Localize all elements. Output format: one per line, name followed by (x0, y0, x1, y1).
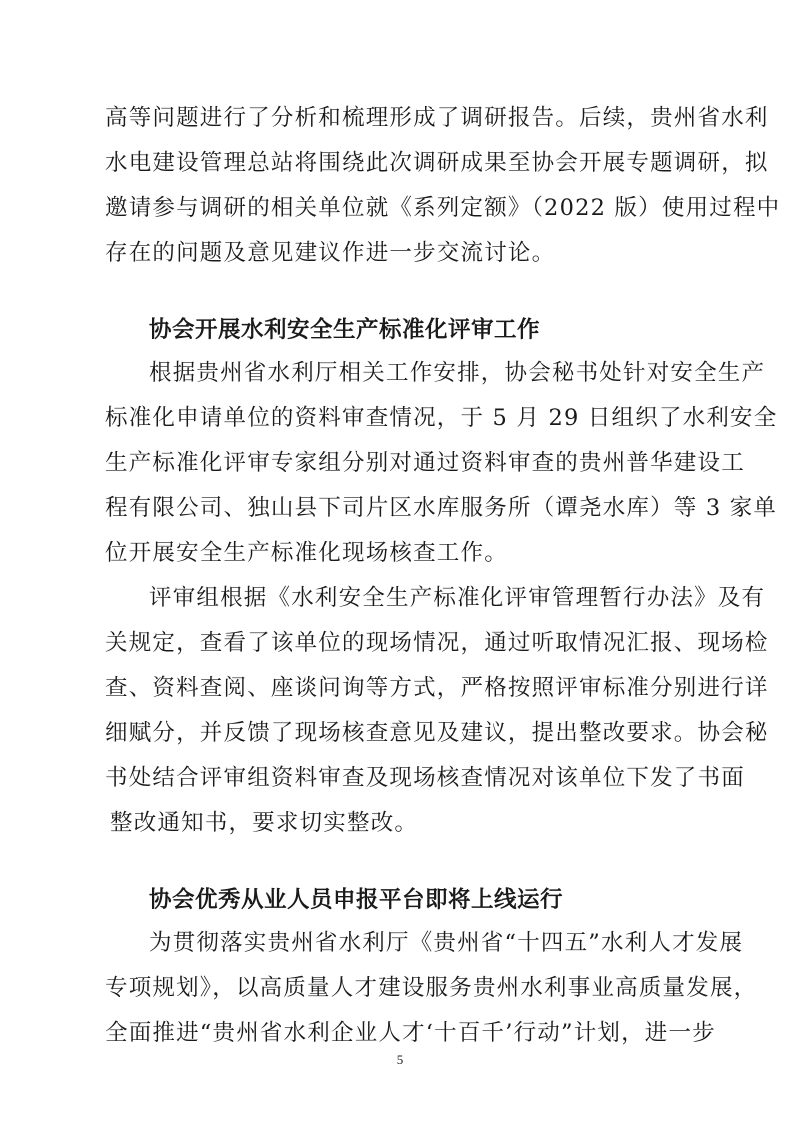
text-line: 专项规划》，以高质量人才建设服务贵州水利事业高质量发展， (105, 975, 758, 1001)
text-line: 根据贵州省水利厅相关工作安排，协会秘书处针对安全生产 (149, 360, 766, 386)
text-line: 邀请参与调研的相关单位就《系列定额》（2022 版）使用过程中 (105, 195, 781, 221)
text-line: 高等问题进行了分析和梳理形成了调研报告。后续，贵州省水利 (105, 105, 769, 131)
text-line: 标准化申请单位的资料审查情况，于 5 月 29 日组织了水利安全 (105, 405, 778, 431)
text-line: 关规定，查看了该单位的现场情况，通过听取情况汇报、现场检 (105, 630, 769, 656)
text-line: 细赋分，并反馈了现场核查意见及建议，提出整改要求。协会秘 (105, 720, 769, 746)
text-line: 书处结合评审组资料审查及现场核查情况对该单位下发了书面 (105, 765, 745, 791)
text-line: 评审组根据《水利安全生产标准化评审管理暂行办法》及有 (149, 585, 766, 611)
text-line: 生产标准化评审专家组分别对通过资料审查的贵州普华建设工 (105, 450, 745, 476)
text-line: 整改通知书，要求切实整改。 (110, 810, 419, 836)
text-line: 位开展安全生产标准化现场核查工作。 (105, 540, 508, 566)
text-line: 程有限公司、独山县下司片区水库服务所（谭尧水库）等 3 家单 (105, 495, 778, 521)
section-heading: 协会优秀从业人员申报平台即将上线运行 (149, 887, 564, 913)
text-line: 查、资料查阅、座谈问询等方式，严格按照评审标准分别进行详 (105, 675, 769, 701)
section-heading: 协会开展水利安全生产标准化评审工作 (149, 317, 541, 343)
text-line: 为贯彻落实贵州省水利厅《贵州省“十四五”水利人才发展 (149, 930, 744, 956)
text-line: 全面推进“贵州省水利企业人才‘十百千’行动”计划，进一步 (105, 1020, 716, 1046)
page-number: 5 (396, 1052, 404, 1067)
text-line: 存在的问题及意见建议作进一步交流讨论。 (105, 240, 556, 266)
text-line: 水电建设管理总站将围绕此次调研成果至协会开展专题调研，拟 (105, 150, 769, 176)
